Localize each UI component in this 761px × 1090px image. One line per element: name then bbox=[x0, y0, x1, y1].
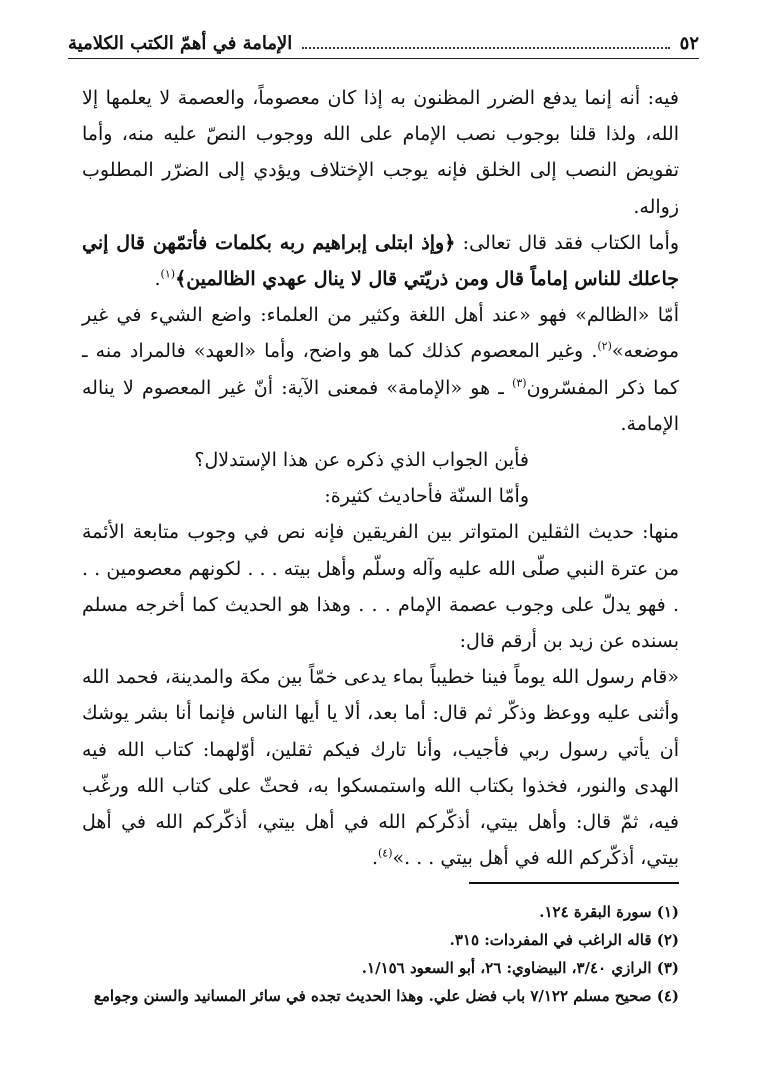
header-dot-leader bbox=[302, 37, 669, 49]
text-segment: ـ هو «الإمامة» فمعنى الآية: أنّ غير المعصوم لا يناله الإمامة. bbox=[82, 376, 679, 435]
footnote-separator bbox=[469, 882, 679, 884]
text-segment: . وغير المعصوم كذلك كما هو واضح، وأما «العهد» فالمراد منه ـ كما ذكر المفسّرون bbox=[82, 340, 679, 399]
footnote-reference: (١) bbox=[160, 267, 176, 281]
page-number: ٥٢ bbox=[679, 32, 699, 54]
text-segment: وأمّا السنّة فأحاديث كثيرة: bbox=[324, 485, 529, 508]
paragraph-p2 bbox=[82, 225, 679, 297]
text-segment: «قام رسول الله يوماً فينا خطيباً بماء يدعى خمّاً بين مكة والمدينة، فحمد الله وأثنى عليه ووعظ وذكّر ثم قال: أما بعد، ألا يا أيها الناس فإنما أنا بشر يوشك أن يأتي رسول ربي فأجيب، وأنا تارك فيكم ثقلين، أوّلهما: كتاب الله فيه الهدى والنور، فخذوا بكتاب الله واستمسكوا به، فحثّ على كتاب الله ورغّب فيه، ثمّ قال: وأهل بيتي، أذكّركم الله في أهل بيتي، أذكّركم الله في أهل بيتي، أذكّركم الله في أهل بيتي . . .» bbox=[82, 666, 679, 870]
footnote-reference: (٢) bbox=[597, 340, 612, 354]
footnote-3: (٣) الرازي ٣/٤٠، البيضاوي: ٢٦، أبو السعود ١/١٥٦. bbox=[361, 959, 679, 977]
text-segment: أمّا «الظالم» فهو «عند أهل اللغة وكثير من العلماء: واضع الشيء في غير موضعه» bbox=[82, 304, 679, 363]
paragraph-p6 bbox=[82, 514, 679, 659]
footnote-2: (٢) قاله الراغب في المفردات: ٣١٥. bbox=[449, 931, 679, 949]
text-segment: فأين الجواب الذي ذكره عن هذا الإستدلال؟ bbox=[194, 449, 529, 472]
paragraph-p4 bbox=[82, 442, 679, 478]
running-header bbox=[68, 28, 699, 59]
footnote-reference: (٣) bbox=[512, 376, 527, 390]
paragraph-p5 bbox=[82, 478, 679, 514]
running-title: الإمامة في أهمّ الكتب الكلامية bbox=[68, 32, 293, 54]
text-segment: . bbox=[154, 268, 161, 291]
text-segment: منها: حديث الثقلين المتواتر بين الفريقين فإنه نص في وجوب متابعة الأئمة من عترة النبي صلّى الله عليه وآله وسلّم وأهل بيته . . . لكونهم معصومين . . . فهو يدلّ على وجوب عصمة الإمام . . . وهذا هو الحديث كما أخرجه مسلم بسنده عن زيد بن أرقم قال: bbox=[82, 521, 679, 653]
footnote-1: (١) سورة البقرة ١٢٤. bbox=[539, 903, 679, 921]
paragraph-p1 bbox=[82, 80, 679, 225]
text-segment: ﴿وإذ ابتلى إبراهيم ربه بكلمات فأتمّهن قال إني جاعلك للناس إماماً قال ومن ذريّتي قال لا ينال عهدي الظالمين﴾ bbox=[82, 231, 679, 291]
footnote-4: (٤) صحيح مسلم ٧/١٢٢ باب فضل علي. وهذا الحديث تجده في سائر المسانيد والسنن وجوامع bbox=[93, 987, 679, 1005]
text-segment: وأما الكتاب فقد قال تعالى: bbox=[455, 231, 679, 254]
paragraph-p3 bbox=[82, 297, 679, 442]
text-segment: . bbox=[371, 847, 378, 870]
text-segment: فيه: أنه إنما يدفع الضرر المظنون به إذا كان معصوماً، والعصمة لا يعلمها إلا الله، ولذا قلنا بوجوب نصب الإمام على الله ووجوب النصّ عليه منه، وأما تفويض النصب إلى الخلق فإنه يوجب الإختلاف ويؤدي إلى الضرّر المطلوب زواله. bbox=[82, 87, 679, 218]
paragraph-p7 bbox=[82, 659, 679, 876]
footnotes bbox=[82, 898, 679, 1010]
footnote-reference: (٤) bbox=[378, 846, 393, 860]
page-body bbox=[82, 80, 679, 876]
